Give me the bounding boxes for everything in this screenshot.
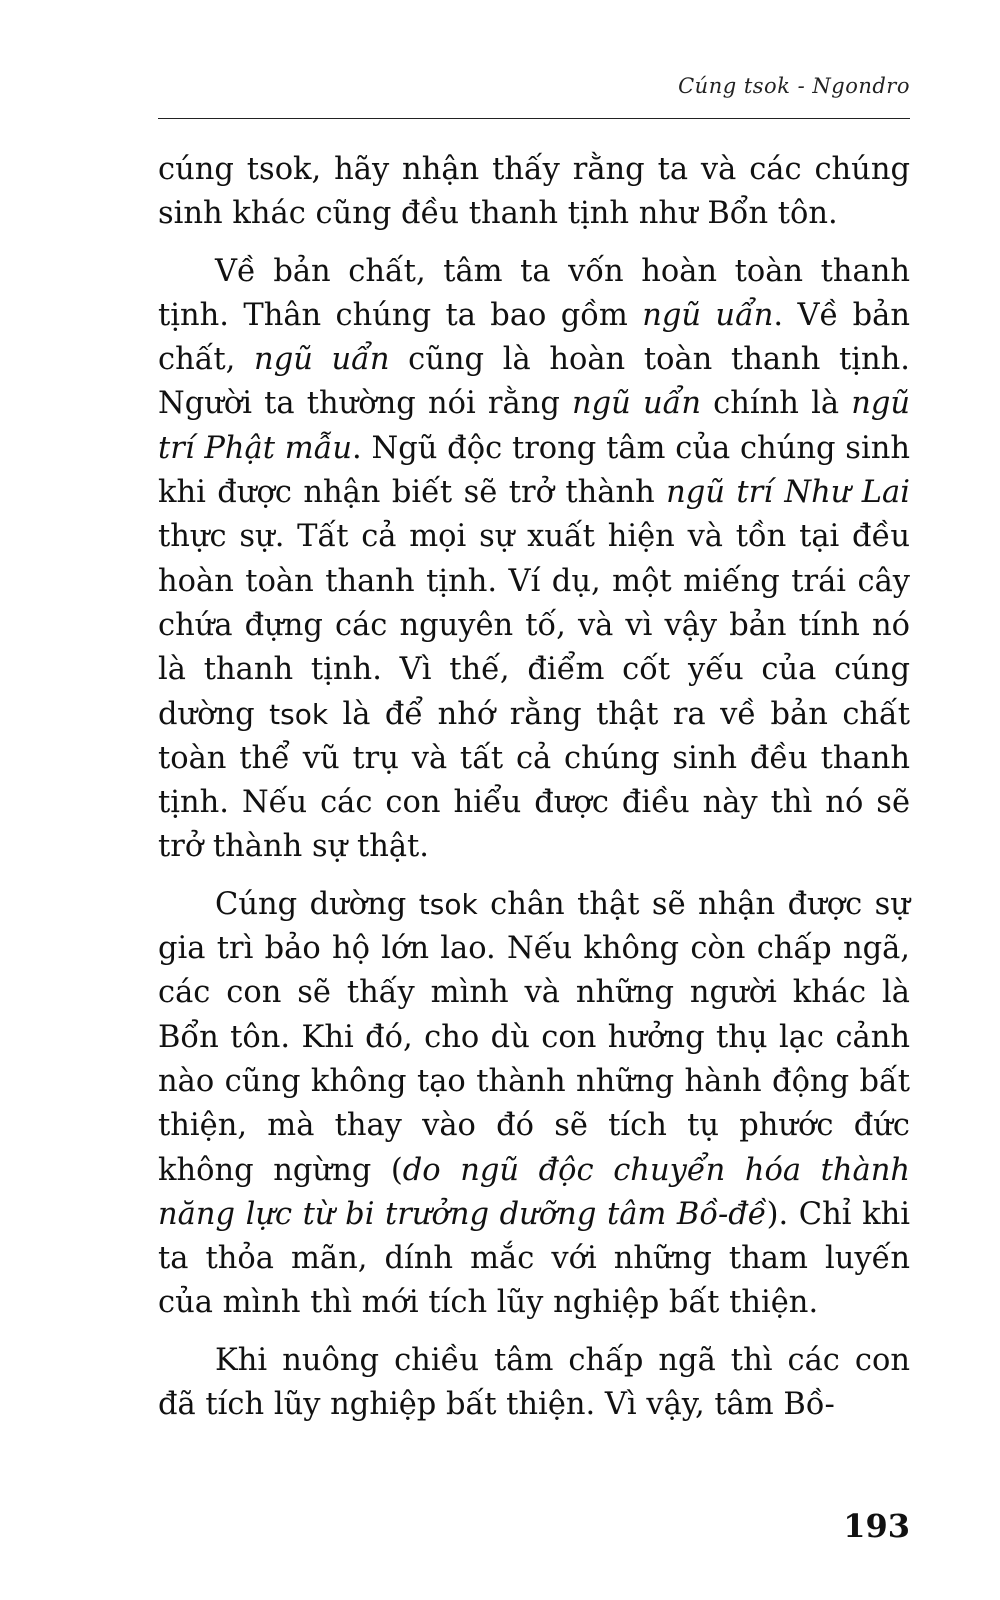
italic-term: ngũ uẩn <box>572 386 701 422</box>
text-run: . Về bản chất, <box>158 297 910 378</box>
text-run: . Ngũ độc trong tâm của chúng sinh khi được nhận biết sẽ trở thành <box>158 430 910 511</box>
paragraph-2 <box>158 250 910 870</box>
text-run: Cúng dường <box>215 886 419 922</box>
text-run: Về bản chất, tâm ta vốn hoàn toàn thanh tịnh. Thân chúng ta bao gồm <box>158 253 910 333</box>
tsok-term: tsok <box>418 887 478 921</box>
italic-term: ngũ uẩn <box>642 297 774 333</box>
text-run: thực sự. Tất cả mọi sự xuất hiện và tồn tại đều hoàn toàn thanh tịnh. Ví dụ, một miếng trái cây chứa đựng các nguyên tố, và vì vậy bản tính nó là thanh tịnh. Vì thế, điểm cốt yếu của cúng dường <box>158 519 910 732</box>
paragraph-1 <box>158 148 910 237</box>
page-number: 193 <box>843 1507 910 1545</box>
italic-phrase: do ngũ độc chuyển hóa thành năng lực từ bi trưởng dưỡng tâm Bồ-đề <box>158 1152 910 1232</box>
text-run: ). Chỉ khi ta thỏa mãn, dính mắc với những tham luyến của mình thì mới tích lũy nghiệp bất thiện. <box>158 1196 910 1321</box>
paragraph-3 <box>158 883 910 1326</box>
tsok-term: tsok <box>269 697 329 731</box>
body-text <box>158 148 910 1440</box>
text-run: là để nhớ rằng thật ra về bản chất toàn thể vũ trụ và tất cả chúng sinh đều thanh tịnh. Nếu các con hiểu được điều này thì nó sẽ trở thành sự thật. <box>158 696 910 865</box>
running-header: Cúng tsok - Ngondro <box>678 74 910 98</box>
italic-term: ngũ trí Như Lai <box>666 475 910 511</box>
italic-term: ngũ uẩn <box>254 342 390 378</box>
text-run: Khi nuông chiều tâm chấp ngã thì các con đã tích lũy nghiệp bất thiện. Vì vậy, tâm Bồ- <box>158 1342 910 1423</box>
header-rule <box>158 118 910 119</box>
paragraph-4 <box>158 1339 910 1428</box>
paragraph-1-text: cúng tsok, hãy nhận thấy rằng ta và các chúng sinh khác cũng đều thanh tịnh như Bổn tôn. <box>158 152 910 232</box>
text-run: chính là <box>700 386 852 422</box>
italic-term: ngũ trí Phật mẫu <box>158 386 911 466</box>
text-run: cũng là hoàn toàn thanh tịnh. Người ta thường nói rằng <box>158 342 911 422</box>
text-run: chân thật sẽ nhận được sự gia trì bảo hộ lớn lao. Nếu không còn chấp ngã, các con sẽ thấy mình và những người khác là Bổn tôn. Khi đó, cho dù con hưởng thụ lạc cảnh nào cũng không tạo thành những hành động bất thiện, mà thay vào đó sẽ tích tụ phước đức không ngừng ( <box>158 886 910 1188</box>
